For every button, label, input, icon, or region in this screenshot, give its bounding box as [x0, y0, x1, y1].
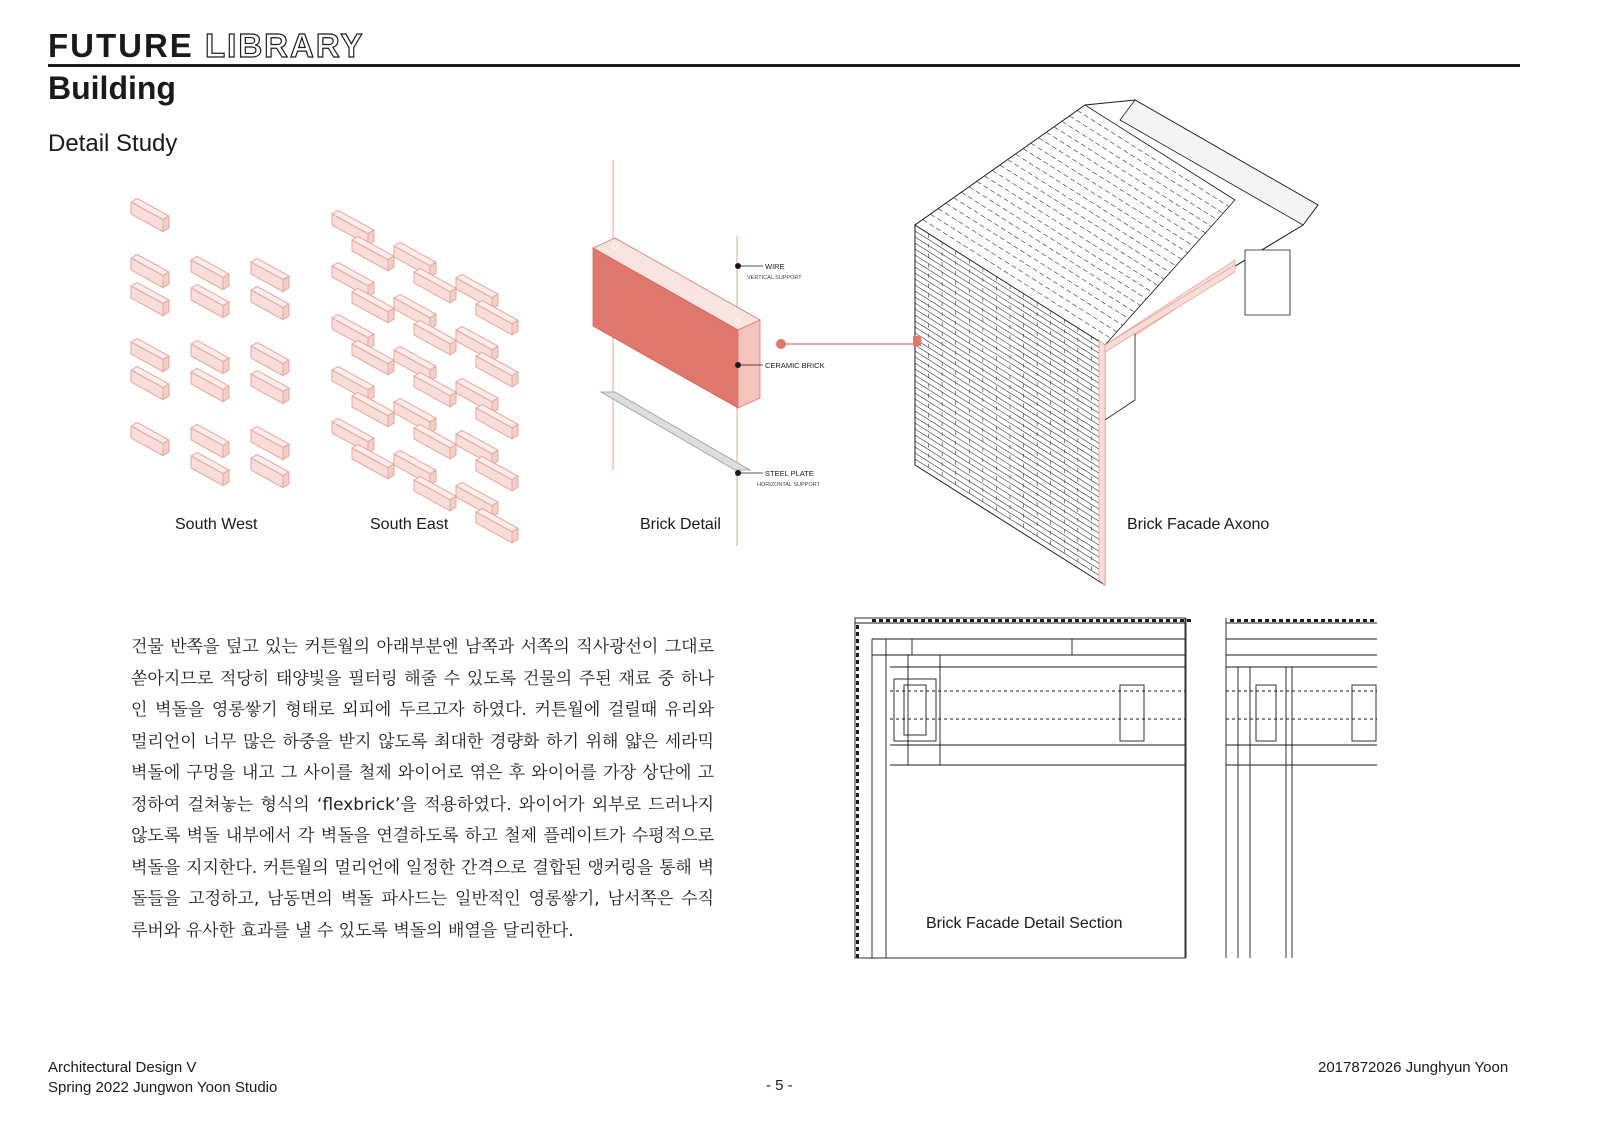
section-brick-mark — [856, 954, 859, 958]
body-paragraph: 건물 반쪽을 덮고 있는 커튼월의 아래부분엔 남쪽과 서쪽의 직사광선이 그대로 쏟아지므로 적당히 태양빛을 필터링 해줄 수 있도록 건물의 주된 재료 중 하나인 벽돌을 영롱쌓기 형태로 외피에 두르고자 하였다. 커튼월에 걸릴때 유리와 멀리언이 너무 많은 하중을 받지 않도록 최대한 경량화 하기 위해 얇은 세라믹 벽돌에 구멍을 내고 그 사이를 철제 와이어로 엮은 후 와이어를 가장 상단에 고정하여 걸쳐놓는 형식의 ‘flexbrick’을 적용하였다. 와이어가 외부로 드러나지 않도록 벽돌 내부에서 각 벽돌을 연결하도록 하고 철제 플레이트가 수평적으로 벽돌을 지지한다. 커튼월의 멀리언에 일정한 간격으로 결합된 앵커링을 통해 벽돌들을 고정하고, 남동면의 벽돌 파사드는 일반적인 영롱쌓기, 남서쪽은 수직 루버와 유사한 효과를 낼 수 있도록 벽돌의 배열을 달리한다. — [131, 637, 714, 941]
section-brick-mark — [856, 863, 859, 867]
label-ceramic-brick: CERAMIC BRICK — [765, 361, 825, 370]
section-brick-mark — [1293, 619, 1297, 622]
section-brick-mark — [1026, 619, 1030, 622]
section-brick-mark — [856, 898, 859, 902]
section-brick-mark — [1110, 619, 1114, 622]
section-brick-mark — [872, 619, 876, 622]
section-brick-mark — [856, 947, 859, 951]
section-brick-mark — [942, 619, 946, 622]
caption-brick-facade-axono: Brick Facade Axono — [1127, 516, 1270, 533]
section-brick-mark — [856, 730, 859, 734]
section-brick-mark — [1349, 619, 1353, 622]
brand-secondary: LIBRARY — [205, 27, 365, 64]
section-brick-mark — [856, 877, 859, 881]
section-brick-mark — [856, 807, 859, 811]
section-brick-mark — [1124, 619, 1128, 622]
section-brick-mark — [1096, 619, 1100, 622]
section-brick-mark — [856, 821, 859, 825]
section-brick-mark — [928, 619, 932, 622]
section-brick-mark — [856, 639, 859, 643]
section-brick-mark — [1033, 619, 1037, 622]
section-brick-mark — [1286, 619, 1290, 622]
section-brick-mark — [893, 619, 897, 622]
section-brick-mark — [856, 940, 859, 944]
section-brick-mark — [1159, 619, 1163, 622]
section-brick-mark — [1328, 619, 1332, 622]
section-brick-mark — [1131, 619, 1135, 622]
section-brick-mark — [856, 905, 859, 909]
brand-title — [48, 28, 364, 64]
section-brick-mark — [970, 619, 974, 622]
south-east-pattern — [326, 208, 526, 528]
section-brick-mark — [1068, 619, 1072, 622]
section-brick-mark — [921, 619, 925, 622]
section-brick-mark — [1237, 619, 1241, 622]
section-brick-mark — [856, 716, 859, 720]
section-brick-mark — [856, 912, 859, 916]
section-brick-mark — [856, 926, 859, 930]
section-brick-mark — [856, 835, 859, 839]
page-number: - 5 - — [766, 1077, 793, 1094]
section-brick-mark — [856, 653, 859, 657]
section-brick-mark — [1166, 619, 1170, 622]
section-brick-mark — [1258, 619, 1262, 622]
south-west-pattern — [125, 192, 325, 512]
section-brick-mark — [856, 849, 859, 853]
section-brick-mark — [1244, 619, 1248, 622]
section-brick-mark — [907, 619, 911, 622]
caption-south-west: South West — [175, 516, 258, 533]
section-brick-mark — [856, 625, 859, 629]
section-brick-mark — [977, 619, 981, 622]
section-brick-mark — [1335, 619, 1339, 622]
section-brick-mark — [1089, 619, 1093, 622]
footer-course: Architectural Design V — [48, 1059, 197, 1076]
section-brick-mark — [984, 619, 988, 622]
section-brick-mark — [856, 709, 859, 713]
section-brick-mark — [856, 723, 859, 727]
section-brick-mark — [1103, 619, 1107, 622]
section-brick-mark — [856, 758, 859, 762]
section-brick-mark — [856, 688, 859, 692]
section-brick-mark — [856, 793, 859, 797]
section-brick-mark — [856, 702, 859, 706]
detail-section-drawing — [852, 615, 1377, 960]
caption-south-east: South East — [370, 516, 449, 533]
section-brick-mark — [1040, 619, 1044, 622]
section-brick-mark — [856, 646, 859, 650]
section-brick-mark — [1230, 619, 1234, 622]
section-brick-mark — [856, 828, 859, 832]
section-brick-mark — [1272, 619, 1276, 622]
section-title: Detail Study — [48, 130, 178, 157]
section-brick-mark — [856, 674, 859, 678]
section-brick-mark — [1005, 619, 1009, 622]
section-brick-mark — [1012, 619, 1016, 622]
label-steel-plate: STEEL PLATE — [765, 469, 814, 478]
section-brick-mark — [1075, 619, 1079, 622]
footer-studio: Spring 2022 Jungwon Yoon Studio — [48, 1079, 278, 1096]
section-brick-mark — [856, 800, 859, 804]
label-steel-plate-sub: HORIZONTAL SUPPORT — [757, 482, 820, 488]
section-brick-mark — [1152, 619, 1156, 622]
section-brick-mark — [1019, 619, 1023, 622]
section-brick-mark — [1173, 619, 1177, 622]
section-brick-mark — [856, 884, 859, 888]
section-brick-mark — [856, 870, 859, 874]
section-brick-mark — [856, 933, 859, 937]
section-brick-mark — [856, 632, 859, 636]
section-brick-mark — [856, 919, 859, 923]
section-brick-mark — [1370, 619, 1374, 622]
section-brick-mark — [956, 619, 960, 622]
footer-author: 2017872026 Junghyun Yoon — [1318, 1059, 1509, 1076]
section-brick-mark — [856, 891, 859, 895]
south-west-bricks — [131, 198, 289, 487]
section-brick-mark — [1363, 619, 1367, 622]
section-brick-mark — [856, 695, 859, 699]
section-brick-mark — [856, 681, 859, 685]
section-brick-mark — [856, 737, 859, 741]
label-wire-sub: VERTICAL SUPPORT — [747, 275, 802, 281]
page-title: Building — [48, 70, 176, 106]
section-brick-mark — [856, 856, 859, 860]
section-brick-mark — [886, 619, 890, 622]
section-brick-mark — [1180, 619, 1184, 622]
section-brick-mark — [856, 842, 859, 846]
brick-detail-drawing — [585, 158, 845, 548]
section-brick-mark — [1251, 619, 1255, 622]
section-brick-mark — [963, 619, 967, 622]
section-brick-mark — [1054, 619, 1058, 622]
section-brick-mark — [1138, 619, 1142, 622]
section-brick-mark — [1321, 619, 1325, 622]
section-brick-mark — [1314, 619, 1318, 622]
section-brick-mark — [914, 619, 918, 622]
section-brick-mark — [1307, 619, 1311, 622]
section-brick-mark — [856, 765, 859, 769]
section-brick-mark — [879, 619, 883, 622]
section-brick-mark — [856, 772, 859, 776]
brand-primary: FUTURE — [48, 27, 194, 64]
caption-detail-section: Brick Facade Detail Section — [926, 915, 1123, 932]
section-brick-mark — [1187, 619, 1191, 622]
section-brick-mark — [1145, 619, 1149, 622]
section-brick-mark — [998, 619, 1002, 622]
section-brick-mark — [856, 779, 859, 783]
section-brick-mark — [856, 751, 859, 755]
section-brick-mark — [1342, 619, 1346, 622]
section-brick-mark — [856, 744, 859, 748]
section-brick-mark — [935, 619, 939, 622]
section-brick-mark — [1279, 619, 1283, 622]
section-brick-mark — [1300, 619, 1304, 622]
caption-brick-detail: Brick Detail — [640, 516, 721, 533]
section-brick-mark — [1047, 619, 1051, 622]
label-wire: WIRE — [765, 262, 785, 271]
section-brick-mark — [856, 667, 859, 671]
section-brick-mark — [900, 619, 904, 622]
section-brick-mark — [991, 619, 995, 622]
section-brick-mark — [1117, 619, 1121, 622]
south-east-bricks — [332, 210, 518, 542]
header-rule — [48, 64, 1520, 67]
section-brick-mark — [1082, 619, 1086, 622]
section-brick-mark — [1265, 619, 1269, 622]
section-brick-mark — [949, 619, 953, 622]
section-brick-mark — [856, 814, 859, 818]
section-brick-mark — [856, 660, 859, 664]
section-brick-mark — [1061, 619, 1065, 622]
section-brick-mark — [1356, 619, 1360, 622]
section-brick-mark — [856, 786, 859, 790]
